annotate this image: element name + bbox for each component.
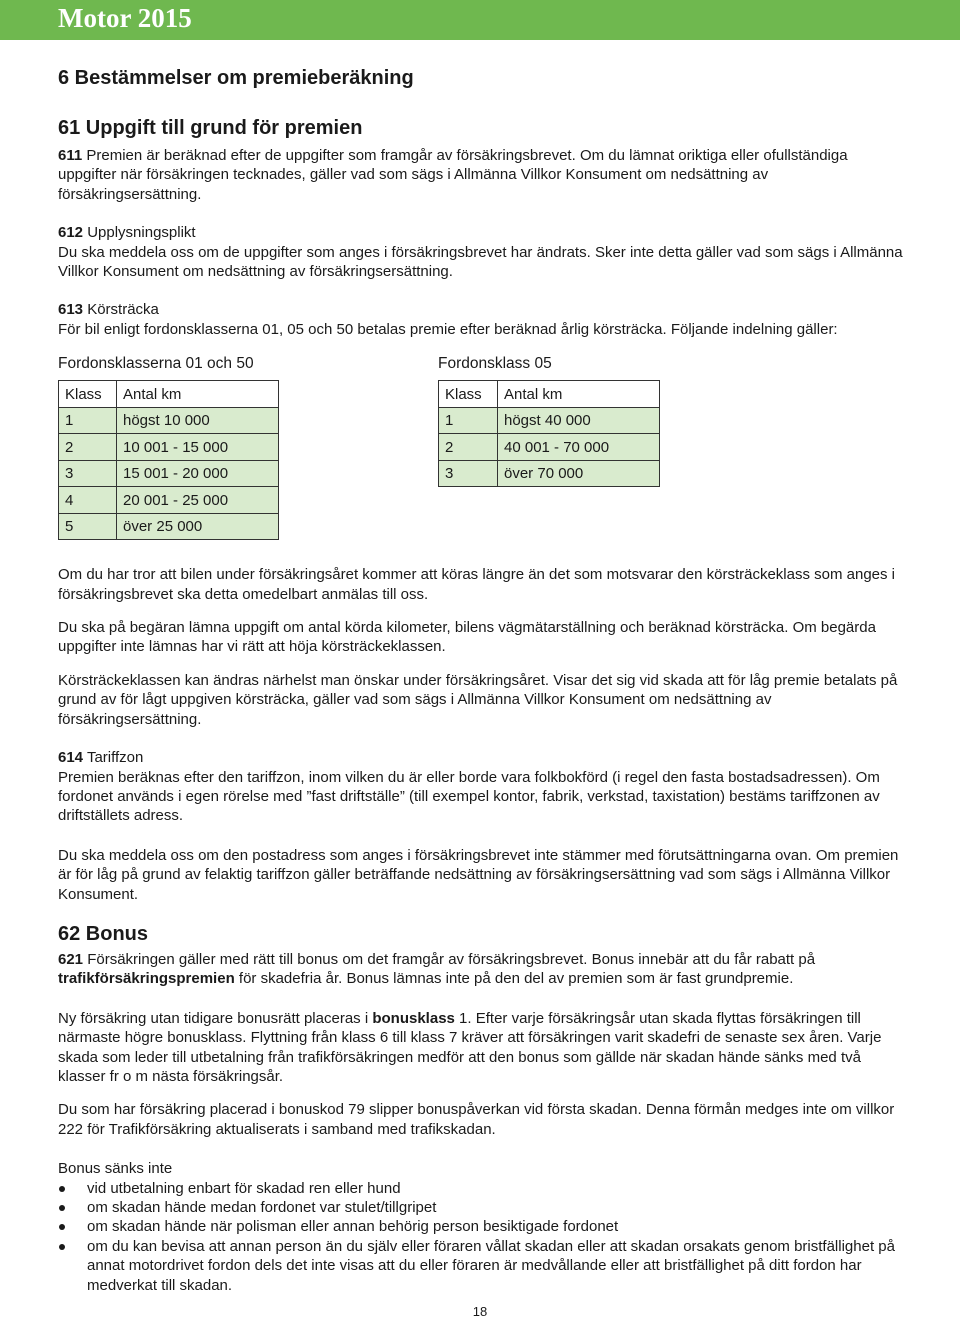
table-row [439,434,660,461]
paragraph-613-heading [58,300,903,319]
paragraph-number: 613 [58,301,84,319]
paragraph-614-address: Du ska meddela oss om den postadress som anges i försäkringsbrevet inte stämmer med förutsättningarna ovan. Om premien är för låg på grund av felaktig tariffzon gäller beträffande nedsättning av försäkringsersättning vad som sägs i Allmänna Villkor Konsument. [58,846,899,903]
list-item-text: vid utbetalning enbart för skadad ren eller hund [87,1179,401,1197]
section-62-title: 62 Bonus [58,922,149,945]
paragraph-621 [58,950,903,989]
table-right-title: Fordonsklass 05 [438,355,552,373]
paragraph-heading: Körsträcka [87,301,159,319]
table-header-row [439,381,660,408]
cell-klass: 1 [439,407,498,434]
bold-term: trafikförsäkringspremien [58,970,235,988]
paragraph-mileage-change: Körsträckeklassen kan ändras närhelst man önskar under försäkringsåret. Visar det sig vid skada att för låg premie betalats på grund av för lågt uppgiven körsträcka, gäller vad som sägs i Allmänna Villkor Konsument om nedsättning av försäkringsersättning. [58,671,898,728]
cell-km: 10 001 - 15 000 [117,434,279,461]
paragraph-614-heading [58,748,903,767]
list-item-text: om skadan hände när polisman eller annan behörig person besiktigade fordonet [87,1218,619,1236]
bullet-icon [59,1244,65,1250]
paragraph-number: 621 [58,950,84,968]
cell-km: 15 001 - 20 000 [117,460,279,487]
cell-km: över 25 000 [117,513,279,540]
cell-km: högst 40 000 [498,407,660,434]
cell-klass: 5 [59,513,117,540]
list-item [58,1179,903,1198]
paragraph-613: För bil enligt fordonsklasserna 01, 05 och 50 betalas premie efter beräknad årlig körsträcka. Följande indelning gäller: [58,320,838,338]
paragraph-text: 1. Efter varje försäkringsår utan skada flyttas försäkringen till närmaste högre bonusklass. Flyttning från klass 6 till klass 7 kräver att försäkringen varit skadefri de senaste sex åren. Varje skada som leder till utbetalning från trafikförsäkringen medför att den bonus som gällde när skadan hände sänks med två klasser fr o m nästa försäkringsår. [58,1009,882,1085]
cell-klass: 3 [59,460,117,487]
paragraph-mileage-request: Du ska på begäran lämna uppgift om antal körda kilometer, bilens vägmätarställning och beräknad körsträcka. Om begärda uppgifter inte lämnas har vi rätt att höja körsträckeklassen. [58,619,876,656]
cell-km: 20 001 - 25 000 [117,487,279,514]
column-header-klass: Klass [439,381,498,408]
paragraph-614: Premien beräknas efter den tariffzon, inom vilken du är eller borde vara folkbokförd (i regel den fasta bostadsadressen). Om fordonet används i egen rörelse med ”fast driftställe” (till exempel kontor, fabrik, verkstad, taxistation) bestäms tariffzonen av driftställets adress. [58,768,880,825]
table-row [59,513,279,540]
column-header-km: Antal km [498,381,660,408]
list-item [58,1217,903,1236]
cell-klass: 2 [59,434,117,461]
table-row [59,487,279,514]
list-item [58,1198,903,1217]
cell-km: över 70 000 [498,460,660,487]
paragraph-text: Ny försäkring utan tidigare bonusrätt placeras i [58,1009,369,1027]
paragraph-bonus-class [58,1009,903,1087]
paragraph-text: Premien är beräknad efter de uppgifter som framgår av försäkringsbrevet. Om du lämnat oriktiga eller ofullständiga uppgifter när försäkringen tecknades, gäller vad som sägs i Allmänna Villkor Konsument om nedsättning av försäkringsersättning. [58,147,848,203]
cell-klass: 2 [439,434,498,461]
column-header-km: Antal km [117,381,279,408]
paragraph-text: för skadefria år. Bonus lämnas inte på den del av premien som är fast grundpremie. [238,970,794,988]
bonus-exceptions-list [58,1179,903,1295]
list-item-text: om skadan hände medan fordonet var stulet/tillgripet [87,1199,437,1216]
list-item [58,1237,903,1295]
cell-klass: 4 [59,487,117,514]
page-header [0,0,960,40]
cell-km: högst 10 000 [117,407,279,434]
table-header-row [59,381,279,408]
paragraph-text: Försäkringen gäller med rätt till bonus om det framgår av försäkringsbrevet. Bonus innebär att du får rabatt på [87,950,816,968]
bullet-icon [59,1186,65,1192]
paragraph-612: Du ska meddela oss om de uppgifter som anges i försäkringsbrevet har ändrats. Sker inte detta gäller vad som sägs i Allmänna Villkor Konsument om nedsättning av försäkringsersättning. [58,243,903,281]
table-right-block [438,355,660,487]
cell-klass: 3 [439,460,498,487]
header-title: Motor 2015 [58,3,192,33]
paragraph-number: 611 [58,147,83,164]
cell-km: 40 001 - 70 000 [498,434,660,461]
bullet-icon [59,1205,65,1211]
column-header-klass: Klass [59,381,117,408]
paragraph-heading: Upplysningsplikt [87,224,196,242]
list-item-text: om du kan bevisa att annan person än du själv eller föraren vållat skadan eller att skadan orsakats genom bristfällighet på annat motordrivet fordon dels det inte visas att du eller föraren är medvållande eller att bristfällighet på ditt fordon har medverkat till skadan. [87,1237,895,1294]
page-number: 18 [472,1304,488,1319]
section-61-title: 61 Uppgift till grund för premien [58,117,363,139]
section-6-title: 6 Bestämmelser om premieberäkning [58,67,414,89]
mileage-tables [58,355,903,551]
bold-term: bonusklass [372,1009,455,1027]
paragraph-heading: Tariffzon [86,749,144,767]
table-left [58,380,279,540]
paragraph-number: 612 [58,224,84,242]
paragraph-bonus-code: Du som har försäkring placerad i bonuskod 79 slipper bonuspåverkan vid första skadan. Denna förmån medges inte om villkor 222 för Trafikförsäkring aktualiserats i samband med trafikskadan. [58,1101,895,1138]
bonus-list-title: Bonus sänks inte [58,1160,173,1178]
bullet-icon [59,1224,65,1230]
paragraph-mileage-notice: Om du har tror att bilen under försäkringsåret kommer att köras längre än det som motsvarar den körsträckeklass som anges i försäkringsbrevet ska detta omedelbart anmälas till oss. [58,566,896,603]
table-row [59,460,279,487]
table-row [59,407,279,434]
table-left-block [58,355,279,540]
cell-klass: 1 [59,407,117,434]
table-row [59,434,279,461]
table-right [438,380,660,487]
paragraph-611 [58,146,903,204]
table-left-title: Fordonsklasserna 01 och 50 [58,355,254,373]
paragraph-612-heading [58,223,903,242]
table-row [439,460,660,487]
document-body [58,60,903,1295]
table-row [439,407,660,434]
paragraph-number: 614 [58,749,84,767]
